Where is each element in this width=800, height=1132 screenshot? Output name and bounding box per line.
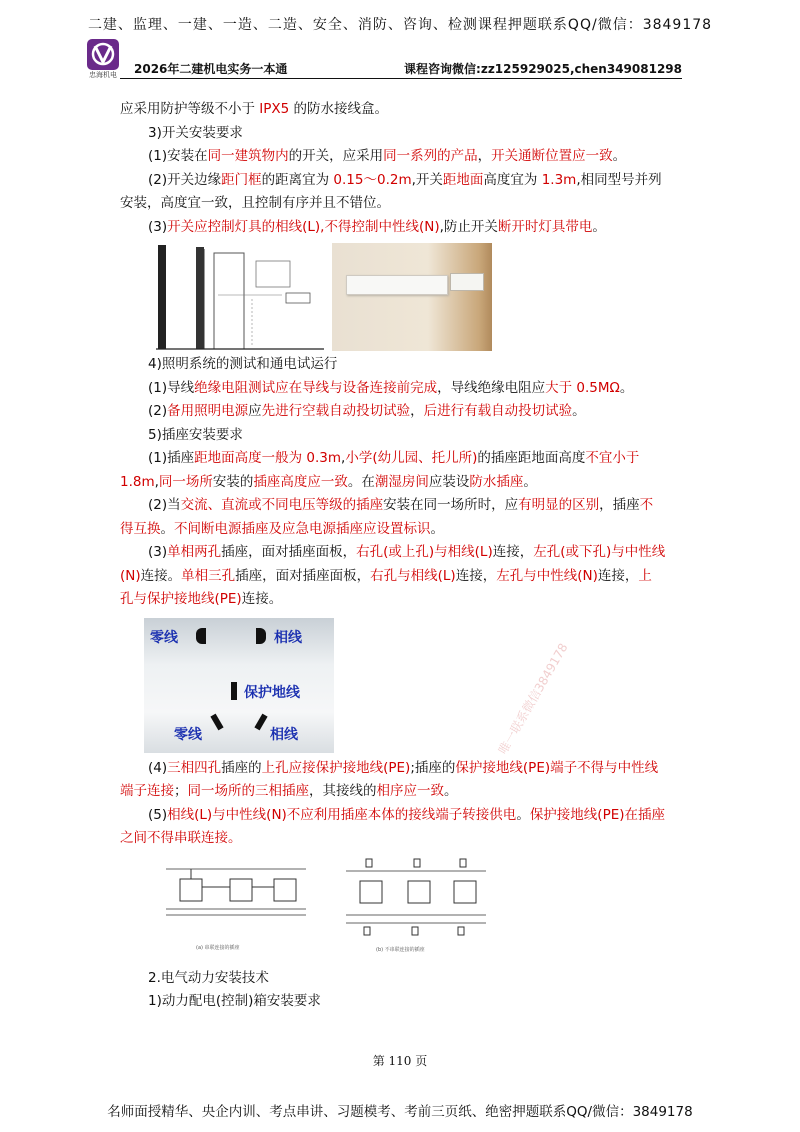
text: (1)插座: [148, 450, 195, 466]
text-emphasis: 右孔与相线(L): [370, 567, 456, 584]
text-emphasis: 同一场所的三相插座: [187, 783, 309, 799]
text-emphasis: 单相三孔: [181, 567, 236, 584]
wiring-caption-b: (b) 不串联连接的插座: [376, 946, 425, 953]
paragraph-switch-3: [120, 216, 682, 240]
text-emphasis: 保护接地线(PE)端子不得与中性线: [455, 759, 659, 776]
switch-installation-figures: [156, 243, 682, 351]
text: 。: [516, 806, 530, 823]
text-emphasis: 小学(幼儿园、托儿所): [345, 450, 478, 466]
text-emphasis: 孔与保护接地线(PE): [120, 591, 242, 607]
paragraph-socket-2: [120, 494, 682, 518]
text: 。: [572, 403, 586, 419]
text: 插座，面对插座面板，: [235, 567, 371, 584]
text: 。: [160, 520, 174, 537]
text: 。: [523, 473, 537, 490]
page-number: 第 110 页: [372, 1054, 428, 1068]
text-emphasis: 上: [638, 567, 652, 584]
text: 应采用防护等级不小于: [120, 101, 260, 117]
socket-wiring-diagrams: [156, 857, 682, 961]
text-emphasis: 距地面高度一般为 0.3m: [194, 450, 342, 466]
text: 安装的: [212, 473, 254, 490]
heading-power-installation: 2.电气动力安装技术: [148, 969, 269, 986]
text: 。在: [347, 473, 375, 490]
watermark: 唯一联系微信3849178: [495, 640, 571, 757]
switch-plate-row: [346, 275, 448, 295]
switch-plate-dark: [450, 273, 484, 291]
text-emphasis: 同一场所: [158, 473, 213, 490]
text: (3): [148, 218, 168, 235]
paragraph-lighting-2: [120, 400, 682, 424]
text: 的防水接线盒。: [289, 101, 389, 117]
text-emphasis: 防水插座: [469, 473, 524, 490]
heading-distribution-box: 1)动力配电(控制)箱安装要求: [148, 993, 321, 1009]
text: 插座的: [221, 759, 262, 776]
publisher-logo: [80, 38, 126, 72]
text: 的开关，应采用: [288, 148, 384, 164]
text: 连接，: [597, 567, 639, 584]
text: ，其接线的: [309, 783, 377, 799]
text-emphasis: 不间断电源插座及应急电源插座应设置标识: [174, 520, 431, 537]
text: (2)当: [148, 497, 181, 513]
footer-banner: 名师面授精华、央企内训、考点串讲、习题模考、考前三页纸、绝密押题联系QQ/微信：3849178: [107, 1104, 693, 1120]
text-emphasis: 单相两孔: [167, 544, 222, 560]
text-emphasis: 不: [639, 497, 654, 513]
text-emphasis: 1.3m: [541, 171, 577, 188]
text: ,: [154, 473, 159, 490]
paragraph-lighting-1: [120, 377, 682, 401]
paragraph-socket-1: [120, 447, 682, 471]
text: ；: [174, 783, 188, 799]
text-emphasis: 有明显的区别: [518, 497, 600, 513]
socket-hole-earth: [231, 682, 237, 700]
text: 的插座距地面高度: [477, 450, 586, 466]
text-emphasis: 0.15～0.2m: [333, 171, 412, 188]
socket-hole-right-top: [256, 628, 266, 644]
text: ，: [477, 148, 492, 164]
text-emphasis: 上孔应接保护接地线(PE): [261, 759, 411, 776]
switch-elevation-drawing: [156, 243, 324, 351]
text: (1)导线: [148, 379, 195, 396]
text-emphasis: 相序应一致: [376, 783, 444, 799]
paragraph-socket-3-cont: [120, 565, 682, 589]
text-emphasis: 距地面: [442, 171, 484, 188]
label-neutral-bottom: 零线: [174, 726, 202, 743]
text-emphasis: 插座高度应一致: [253, 473, 348, 490]
switch-photo: [332, 243, 492, 351]
label-earth: 保护地线: [244, 684, 300, 701]
text-emphasis: (N): [120, 567, 141, 584]
socket-wiring-photo: [144, 618, 334, 753]
top-banner: 二建、监理、一建、一造、二造、安全、消防、咨询、检测课程押题联系QQ/微信：3849178: [87, 17, 713, 33]
paragraph-socket-1-cont: [120, 471, 682, 495]
text-emphasis: 端子连接: [120, 783, 174, 799]
text-emphasis: 绝缘电阻测试应在导线与设备连接前完成: [194, 379, 438, 396]
text-emphasis: 左孔与中性线(N): [496, 567, 598, 584]
text: ;插座的: [410, 759, 456, 776]
heading-lighting-test: 4)照明系统的测试和通电试运行: [148, 356, 338, 372]
text-emphasis: 保护接地线(PE)在插座: [529, 806, 666, 823]
paragraph-socket-4: [120, 757, 682, 781]
text-emphasis: 三相四孔: [167, 759, 222, 776]
text-emphasis: 1.8m: [120, 473, 155, 490]
text: ，: [410, 403, 424, 419]
text-emphasis: 开关应控制灯具的相线(L),不得控制中性线(N): [167, 218, 440, 235]
wiring-caption-a: (a) 串联连接的插座: [196, 944, 240, 951]
text-emphasis: 右孔(或上孔)与相线(L): [356, 544, 493, 560]
text-emphasis: IPX5: [259, 101, 290, 117]
text: 。: [444, 783, 458, 799]
text: (1)安装在: [148, 148, 208, 164]
text-emphasis: 不宜小于: [585, 450, 640, 466]
text-emphasis: 交流、直流或不同电压等级的插座: [180, 497, 384, 513]
text: ,防止开关: [439, 218, 498, 235]
logo-text: 忠海机电: [89, 71, 117, 79]
socket-hole-right-bottom: [254, 713, 267, 730]
wiring-diagram-a: [156, 857, 314, 957]
text: 。: [619, 379, 634, 396]
text: 安装在同一场所时，应: [383, 497, 519, 513]
page-content: [120, 98, 682, 1014]
socket-hole-left-top: [196, 628, 206, 644]
text-emphasis: 开关通断位置应一致: [491, 148, 613, 164]
paragraph-socket-3-end: [120, 588, 682, 612]
text-emphasis: 左孔(或下孔)与中性线: [533, 544, 666, 560]
text: 连接。: [241, 591, 283, 607]
text-emphasis: 先进行空载自动投切试验: [261, 403, 411, 419]
paragraph-socket-2-cont: [120, 518, 682, 542]
text: ，插座: [599, 497, 640, 513]
text: 高度宜为: [483, 171, 542, 188]
paragraph-socket-5: [120, 804, 682, 828]
header-divider: [120, 78, 682, 79]
text-emphasis: 大于 0.5MΩ: [545, 379, 620, 396]
text-emphasis: 同一系列的产品: [383, 148, 478, 164]
text: 连接。: [140, 567, 182, 584]
paragraph-switch-2: [120, 169, 682, 193]
text: (3): [148, 544, 168, 560]
paragraph-waterproof-box: [120, 98, 682, 122]
text-emphasis: 同一建筑物内: [207, 148, 289, 164]
text-emphasis: 距门框: [221, 171, 262, 188]
wiring-diagram-b: [336, 857, 496, 957]
text: ,开关: [411, 171, 443, 188]
text: ,: [341, 450, 346, 466]
text: (5): [148, 806, 168, 823]
label-neutral-top: 零线: [150, 629, 178, 646]
book-title: 2026年二建机电实务一本通: [134, 62, 288, 76]
text: 应装设: [428, 473, 470, 490]
text: ,相同型号并列: [576, 171, 662, 188]
paragraph-socket-4-cont: [120, 780, 682, 804]
heading-socket: 5)插座安装要求: [148, 426, 243, 443]
paragraph-switch-2-cont: 安装，高度宜一致，且控制有序并且不错位。: [120, 195, 390, 211]
text: ，导线绝缘电阻应: [437, 379, 546, 396]
text: 连接，: [455, 567, 497, 584]
text: 。: [592, 218, 606, 235]
heading-switch: 3)开关安装要求: [148, 124, 243, 141]
text-emphasis: 潮湿房间: [374, 473, 429, 490]
text-emphasis: 断开时灯具带电: [497, 218, 593, 235]
text-emphasis: 后进行有载自动投切试验: [423, 403, 573, 419]
text: 。: [430, 520, 444, 537]
text: (2)开关边缘: [148, 171, 222, 188]
paragraph-switch-1: [120, 145, 682, 169]
text: 插座，面对插座面板，: [221, 544, 357, 560]
text: (2): [148, 403, 168, 419]
paragraph-socket-3: [120, 541, 682, 565]
text: 连接，: [492, 544, 534, 560]
text-emphasis: 备用照明电源: [167, 403, 249, 419]
text: 。: [612, 148, 627, 164]
label-phase-top: 相线: [274, 629, 302, 646]
header-contact: 课程咨询微信:zz125929025,chen349081298: [404, 62, 682, 76]
paragraph-socket-5-cont: 之间不得串联连接。: [120, 830, 242, 846]
text-emphasis: 相线(L)与中性线(N)不应利用插座本体的接线端子转接供电: [167, 806, 517, 823]
socket-hole-left-bottom: [210, 713, 223, 730]
text-emphasis: 得互换: [120, 520, 161, 537]
label-phase-bottom: 相线: [270, 726, 298, 743]
text: (4): [148, 759, 168, 776]
text: 应: [248, 403, 262, 419]
text: 的距离宜为: [261, 171, 334, 188]
